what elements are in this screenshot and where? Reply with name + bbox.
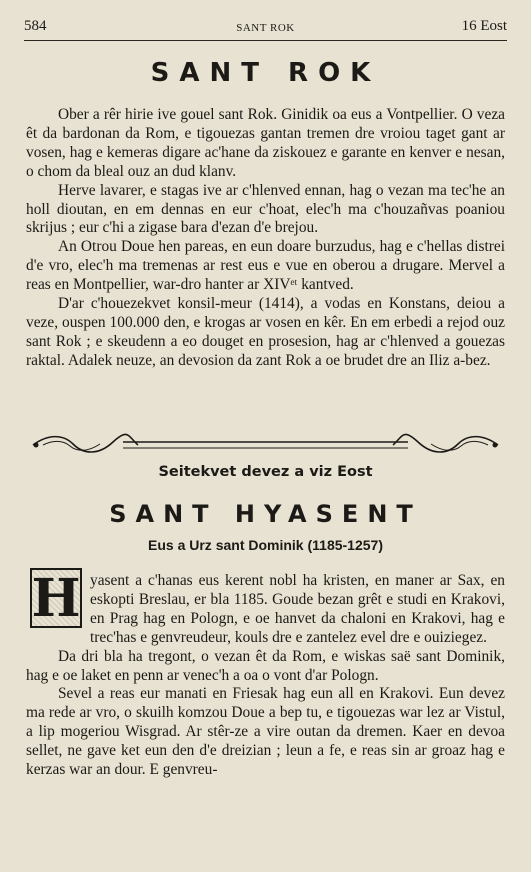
paragraph: Herve lavarer, e stagas ive ar c'hlenved ennan, hag o vezan ma tec'he an holl dioutan, en em dennas en eur c'hoat, elec'h ma c'houzañvas poaniou skrijus ; eur c'hi a zigase bara d'ezan d'e brejou.: [26, 181, 505, 237]
running-title: SANT ROK: [236, 22, 295, 34]
section-title-sant-hyasent: SANT HYASENT: [109, 500, 422, 528]
page-number: 584: [24, 18, 47, 34]
section-body-sant-rok: [26, 106, 505, 371]
header-date: 16 Eost: [461, 18, 507, 34]
drop-cap-letter: H: [31, 567, 81, 629]
section-body-sant-hyasent: [26, 572, 505, 780]
ornamental-divider: [28, 432, 503, 458]
running-header: [24, 14, 507, 38]
paragraph: D'ar c'houezekvet konsil-meur (1414), a vodas en Konstans, deiou a veze, ouspen 100.000 den, e krogas ar vosen en kêr. En em erbedi a rejod ouz sant Rok ; e skeudenn a eo douget en prosesion, hag ar c'hlenved a gouezas raktal. Adalek neuze, an devosion da zant Rok a oe brudet dre an Iliz a-bez.: [26, 295, 505, 369]
paragraph: yasent a c'hanas eus kerent nobl ha kristen, en maner ar Sax, en eskopti Breslau, er bla 1185. Goude bezan grêt e studi en Krakovi, en Prag hag en Pologn, e oe hanvet da chaloni en Krakovi, hag e trec'has e genvreudeur, kouls dre e zantelez evel dre e ouiziegez.: [90, 572, 505, 646]
feast-day-heading: Seitekvet devez a viz Eost: [158, 464, 373, 480]
paragraph: Ober a rêr hirie ive gouel sant Rok. Ginidik oa eus a Vontpellier. O veza êt da bardonan da Rom, e tigouezas gantan tremen dre vroiou taget gant ar vosen, hag e kemeras digare ac'hane da ziskouez e garante en kenver e nesan, o chom da bleal ouz an dud klanv.: [26, 106, 505, 180]
section-title-sant-rok: SANT ROK: [150, 58, 381, 88]
header-rule: [24, 40, 507, 41]
paragraph: An Otrou Doue hen pareas, en eun doare burzudus, hag e c'hellas distrei d'e vro, elec'h ma tremenas ar rest eus e vue en oberou a drugare. Mervel a reas en Montpellier, war-dro hanter ar XIVᵉᵗ kantved.: [26, 238, 505, 294]
paragraph: Sevel a reas eur manati en Friesak hag eun all en Krakovi. Eun devez ma rede ar vro, o skuilh komzou Doue a bep tu, e tigouezas war lez ar Vistul, a lip mogeriou Wisgrad. Ar stêr-ze a vire outan da dremen. Kaer en devoa sellet, ne gave ket eun den d'e dreizian ; leun a fe, e reas sin ar groaz hag e kerzas war an dour. E genvreu-: [26, 685, 505, 779]
paragraph: Da dri bla ha tregont, o vezan êt da Rom, e wiskas saë sant Dominik, hag e oe laket en penn ar venec'h a oa o vont d'ar Pologn.: [26, 647, 505, 684]
section-subtitle: Eus a Urz sant Dominik (1185-1257): [148, 537, 383, 553]
